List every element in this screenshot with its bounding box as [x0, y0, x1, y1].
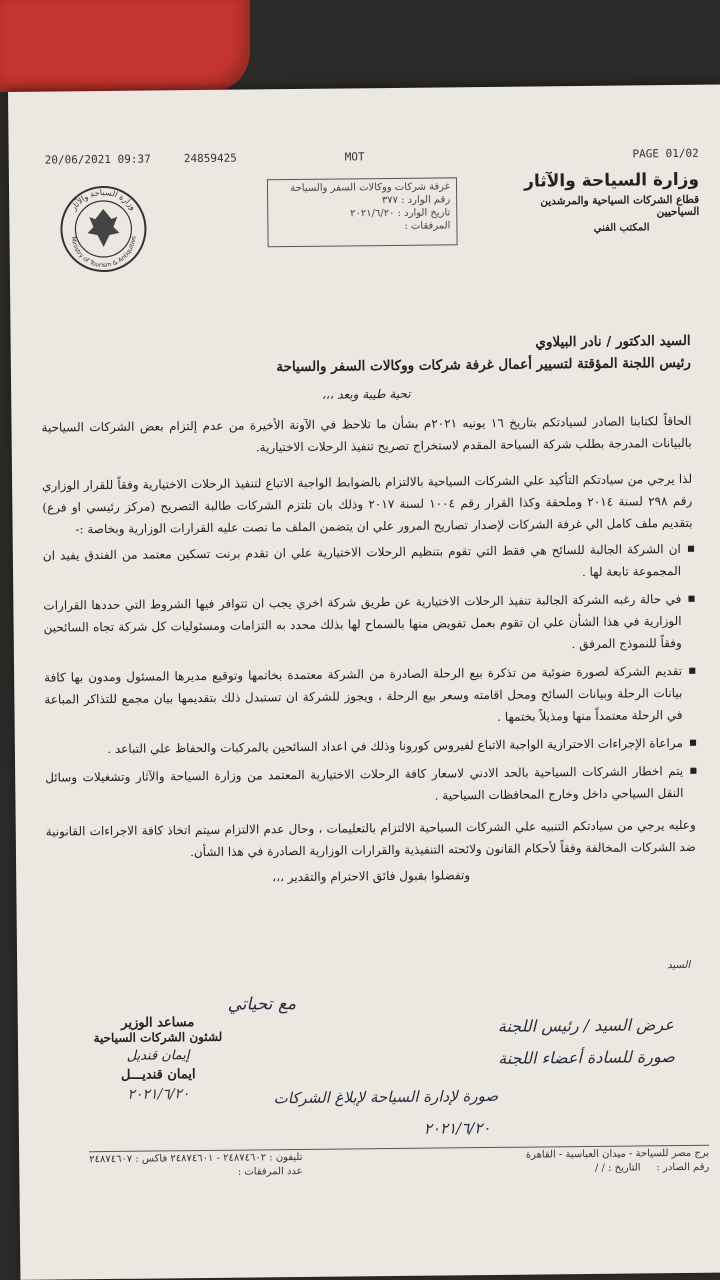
list-item: ■ في حالة رغبه الشركة الجالبة تنفيذ الرحلات الاختيارية عن طريق شركة اخري يجب ان تتوافر فيها الشروط التي حددها القرارات الوزارية في هذا الشأن علي ان تقوم بعمل تفويض منها بالسماح لها بذلك محدد به التزامات ومسئوليات كل شركة تجاه السائحين وفقاً للنموذج المرفق . [43, 588, 694, 661]
handwritten-label: السيد [667, 959, 691, 972]
handwritten-note-1: عرض السيد / رئيس اللجنة [497, 1015, 674, 1036]
handwritten-date: ٢٠٢١/٦/٢٠ [423, 1119, 491, 1138]
ministry-sector: قطاع الشركات السياحية والمرشدين السياحيين [540, 193, 700, 219]
signatory-title: مساعد الوزير [121, 1015, 195, 1031]
requirements-list [43, 538, 696, 811]
handwritten-regards: مع تحياتي [227, 994, 297, 1015]
fax-number: 24859425 [183, 151, 237, 166]
footer-phones: تليفون : ٢٤٨٧٤٦٠٢ - ٢٤٨٧٤٦٠١ فاكس : ٢٤٨٧٤٦٠٧ [89, 1151, 303, 1166]
addressee-title: رئيس اللجنة المؤقتة لتسيير أعمال غرفة شركات ووكالات السفر والسياحة [276, 354, 691, 376]
stamp-chamber: غرفة شركات ووكالات السفر والسياحة [290, 181, 451, 195]
incoming-stamp [267, 177, 458, 247]
signature-block [78, 1015, 239, 1104]
list-item: ■ مراعاة الإجراءات الاحترازية الواجبة الاتباع لفيروس كورونا وذلك في اعداد السائحين بالمركبات والحفاظ علي التباعد . [45, 732, 695, 761]
closing-line: وتفضلوا بقبول فائق الاحترام والتقدير ،،، [272, 868, 471, 885]
ministry-seal-icon [59, 185, 148, 274]
handwritten-signature: إيمان قنديل [126, 1048, 190, 1064]
fax-header [44, 146, 699, 167]
signature-date: ٢٠٢١/٦/٢٠ [127, 1086, 190, 1103]
paragraph-intro: الحاقاً لكتابنا الصادر لسيادتكم بتاريخ ١٦ يونيه ٢٠٢١م بشأن ما تلاحظ في الآونة الأخيرة من عدم إلتزام بعض الشركات السياحية بالبيانات المدرجة بطلب شركة السياحة المقدم لاستخراج تصريح تنفيذ الرحلات الاختيارية. [41, 413, 692, 455]
stamp-incoming-no: رقم الوارد : ٣٧٧ [381, 194, 451, 207]
paragraph-conclusion: وعليه يرجي من سيادتكم التنبيه علي الشركات السياحية الالتزام بالتعليمات ، وحال عدم الالتزام سيتم اتخاذ كافة الاجراءات القانونية ضد الشركات المخالفة وفقاً لأحكام القانون ولائحته التنفيذية والقرارات الوزارية الصادرة في هذا الشأن. [45, 817, 697, 860]
paragraph-request: لذا يرجي من سيادتكم التأكيد علي الشركات السياحية بالالتزام بالضوابط الواجبة الاتباع لتنفيذ الرحلات الاختيارية وفقاً للقرار الوزاري رقم ٢٩٨ لسنة ٢٠١٤ وملحقة وكذا القرار رقم ١٠٠٤ لسنة ٢٠١٧ وذلك بان تلتزم الشركات طالبة التصريح (مركز رئيسي او فرع) بتقديم ملف كامل الي غرفة الشركات لإصدار تصاريح المرور علي ان يتضمن الملف ما نصت عليه القرارات الوزارية وبخاصة :- [42, 471, 693, 537]
signatory-department: لشئون الشركات السياحية [93, 1029, 223, 1046]
greeting: تحية طيبة وبعد ،،، [321, 386, 411, 402]
list-item: ■ ان الشركة الجالبة للسائح هي فقط التي تقوم بتنظيم الرحلات الاختيارية علي ان تقدم برنت تسكين معتمد من الفندق يفيد ان المجموعة تابعة لها . [43, 538, 693, 589]
seal-arabic-text: وزارة السياحة والآثار [68, 187, 138, 213]
list-item: ■ يتم اخطار الشركات السياحية بالحد الادني لاسعار كافة الرحلات الاختيارية المعتمد من وزارة السياحة والآثار وتشغيلات وسائل النقل السياحي داخل وخارج المحافظات السياحية . [45, 760, 695, 811]
svg-text:وزارة السياحة والآثار [68, 187, 138, 213]
footer-outgoing-no: رقم الصادر : [656, 1161, 710, 1174]
red-object-background [0, 0, 250, 92]
letter-paper [8, 85, 720, 1280]
ministry-name: وزارة السياحة والآثار [524, 169, 700, 192]
addressee-name: السيد الدكتور / نادر البيلاوي [535, 332, 691, 351]
ministry-letterhead [499, 170, 700, 235]
list-item: ■ تقديم الشركة لصورة ضوئية من تذكرة بيع الرحلة الصادرة من الشركة معتمدة بخاتمها وتوقيع مديرها المسئول ومدون بها كافة بيانات الرحلة وبيانات السائح ومحل اقامته وسعر بيع الرحلة ، ويجوز للشركة ان تستبدل ذلك بتقديمها بيان مجمع للتذاكر المباعة في الرحلة معتمداً منها ومذيلاً بختمها . [44, 660, 695, 733]
handwritten-note-3: صورة لإدارة السياحة لإبلاغ الشركات [273, 1086, 499, 1108]
letter-body [41, 330, 697, 891]
footer-address: برج مصر للسياحة - ميدان العباسية - القاهرة [525, 1147, 710, 1161]
seal-english-text: Ministry of Tourism & Antiquities [69, 235, 138, 270]
signatory-name: ايمان قنديـــل [120, 1067, 196, 1083]
fax-datetime: 20/06/2021 09:37 [44, 152, 151, 167]
handwritten-note-2: صورة للسادة أعضاء اللجنة [498, 1047, 675, 1068]
footer-attachments: عدد المرفقات : [237, 1165, 303, 1178]
stamp-incoming-date: تاريخ الوارد : ٢٠٢١/٦/٢٠ [350, 207, 451, 220]
footer-date: التاريخ : / / [594, 1162, 641, 1174]
stamp-attachments: المرفقات : [404, 220, 451, 232]
fax-sender-code: MOT [344, 150, 365, 164]
ministry-office: المكتب الفني [593, 222, 650, 234]
fax-page: PAGE 01/02 [632, 146, 699, 161]
